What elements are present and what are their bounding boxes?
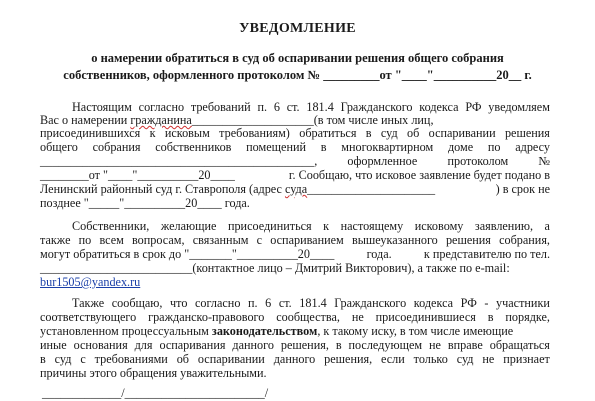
word: присоединиться — [227, 219, 312, 233]
word: в — [487, 310, 494, 324]
word: сообщества, — [276, 310, 340, 324]
word: признает — [503, 352, 550, 366]
word: п. — [257, 100, 268, 114]
court-word: суда — [284, 182, 308, 196]
para1-l5-a: _____________________________________________, — [40, 154, 318, 168]
word: ст. — [286, 100, 300, 114]
word: оспаривания — [159, 338, 226, 352]
word: согласно — [195, 296, 241, 310]
word: вопросам, — [132, 233, 185, 247]
word: заявлению, — [474, 219, 534, 233]
word: не — [482, 352, 495, 366]
word: связанным — [192, 233, 249, 247]
para2-l3-a: могут обратиться в срок до "_______"__________20____ — [40, 247, 335, 261]
para1-line-8: позднее "_____"__________20____ года. — [40, 196, 250, 210]
para2-l3-b: года. — [366, 247, 392, 261]
para2-line-3 — [40, 247, 550, 262]
word: только — [413, 352, 448, 366]
word: исковым — [164, 126, 210, 140]
word: кодекса — [419, 100, 459, 114]
word: 181.4 — [306, 100, 334, 114]
word: доме — [447, 140, 474, 154]
word: а — [544, 219, 550, 233]
word: соответствующего — [40, 310, 137, 324]
word: что — [170, 296, 188, 310]
word: с — [256, 233, 263, 247]
word: РФ — [465, 100, 482, 114]
word: ст. — [278, 296, 292, 310]
word: требованиями — [94, 352, 168, 366]
word: сообщаю, — [111, 296, 163, 310]
word: настоящему — [340, 219, 404, 233]
word: требований — [190, 100, 251, 114]
para1-l7-left — [40, 182, 435, 197]
word: с — [80, 352, 86, 366]
word: обращаться — [489, 338, 550, 352]
word: данного — [232, 338, 274, 352]
legislation-word: законодательством — [211, 324, 318, 338]
word: 6 — [273, 100, 280, 114]
para1-line-7 — [40, 182, 550, 197]
para3-line-4 — [40, 338, 550, 353]
para3-l3-c: , к такому иску, в том числе имеющие — [317, 324, 514, 338]
word: суд — [54, 352, 72, 366]
word: вышеуказанного — [351, 233, 438, 247]
word: собственников — [155, 140, 232, 154]
word: 6 — [265, 296, 272, 310]
para1-l7-a: Ленинский районный суд г. Ставрополя (адрес — [40, 182, 285, 196]
subtitle-line-1: о намерении обратиться в суд об оспаривании решения общего собрания — [91, 51, 504, 65]
word: основания — [73, 338, 128, 352]
word: не — [429, 338, 441, 352]
para3-line-5 — [40, 352, 550, 367]
para2-line-4: _________________________(контактное лицо – Дмитрий Викторович), а также по e-mail: — [40, 261, 510, 275]
word: Гражданского — [334, 296, 407, 310]
word: собрания — [92, 140, 141, 154]
word: собрания, — [499, 233, 550, 247]
word: к — [323, 219, 330, 233]
signature-line: _____________/_______________________/ — [42, 386, 269, 400]
word: адресу — [515, 140, 550, 154]
para1-line-3 — [40, 126, 550, 141]
word: не — [351, 310, 364, 324]
word: оспариванием — [270, 233, 344, 247]
para1-l5-b: оформленное — [347, 154, 418, 168]
para2-l3-c: к представителю по тел. — [423, 247, 550, 261]
para2-line-5 — [40, 275, 550, 290]
para1-l7-c: _____________________ — [307, 182, 436, 196]
subtitle-line-2: собственников, оформленного протоколом № _________от "____"__________20__ г. — [63, 68, 532, 82]
word: также — [40, 233, 71, 247]
para1-l2-a: Вас о намерении — [40, 113, 131, 127]
word: п. — [248, 296, 258, 310]
para1-line-4 — [40, 140, 550, 155]
word: всем — [99, 233, 124, 247]
word: обратиться — [299, 126, 357, 140]
word: последующем — [348, 338, 423, 352]
para3-line-1 — [40, 296, 550, 311]
word: иные — [40, 338, 67, 352]
word: для — [134, 338, 153, 352]
para1-l7-d: ) в срок не — [495, 182, 550, 196]
para1-l5-c: протоколом — [447, 154, 509, 168]
word: Также — [72, 296, 105, 310]
word: уведомляем — [488, 100, 550, 114]
word: вправе — [447, 338, 483, 352]
word: Настоящим — [72, 100, 132, 114]
word: об — [407, 126, 420, 140]
para2-line-1 — [40, 219, 550, 234]
word: помещений — [246, 140, 307, 154]
para3-line-3 — [40, 324, 550, 339]
word: в — [40, 352, 46, 366]
word: согласно — [138, 100, 185, 114]
para1-l5-d: № — [538, 154, 550, 168]
word: требованиям) — [219, 126, 290, 140]
word: желающие — [160, 219, 217, 233]
para3-l3-a: установленном процессуальным — [40, 324, 212, 338]
word: общего — [40, 140, 78, 154]
word: - — [484, 296, 489, 310]
word: решения, — [324, 352, 373, 366]
para3-line-6: причины этого обращения уважительными. — [40, 366, 267, 380]
para1-line-5 — [40, 154, 550, 169]
word: суд — [380, 126, 398, 140]
word: присоединившиеся — [375, 310, 476, 324]
word: Гражданского — [340, 100, 413, 114]
word: решения, — [280, 338, 329, 352]
para1-line-6 — [40, 168, 550, 183]
word: по — [487, 140, 501, 154]
word: оспаривании — [197, 352, 265, 366]
word: в — [320, 140, 327, 154]
word: оспаривании — [428, 126, 496, 140]
word: об — [176, 352, 189, 366]
word: порядке, — [505, 310, 550, 324]
word: в — [365, 126, 372, 140]
word: РФ — [460, 296, 477, 310]
word: по — [78, 233, 92, 247]
para1-l6-a: ________от "____"__________20____ — [40, 168, 235, 182]
word: исковому — [414, 219, 464, 233]
email-link[interactable]: bur1505@yandex.ru — [40, 275, 141, 289]
word: к — [149, 126, 156, 140]
document-title: УВЕДОМЛЕНИЕ — [239, 21, 356, 36]
document-subtitle — [30, 50, 565, 84]
para1-l6-b: г. Сообщаю, что исковое заявление будет подано в — [288, 168, 550, 182]
word: если — [381, 352, 405, 366]
para1-l2-c: ____________________(в том числе иных лиц, — [191, 113, 434, 127]
word: гражданско-правового — [148, 310, 265, 324]
word: Собственники, — [72, 219, 150, 233]
word: 181.4 — [299, 296, 327, 310]
word: данного — [273, 352, 316, 366]
word: решения — [445, 233, 491, 247]
word: кодекса — [413, 296, 454, 310]
word: участники — [496, 296, 550, 310]
word: многоквартирном — [341, 140, 434, 154]
citizen-word: гражданина — [130, 113, 192, 127]
word: решения — [504, 126, 550, 140]
para3-line-2 — [40, 310, 550, 325]
word: суд — [456, 352, 474, 366]
word: присоединившихся — [40, 126, 141, 140]
para2-line-2 — [40, 233, 550, 248]
word: в — [335, 338, 342, 352]
